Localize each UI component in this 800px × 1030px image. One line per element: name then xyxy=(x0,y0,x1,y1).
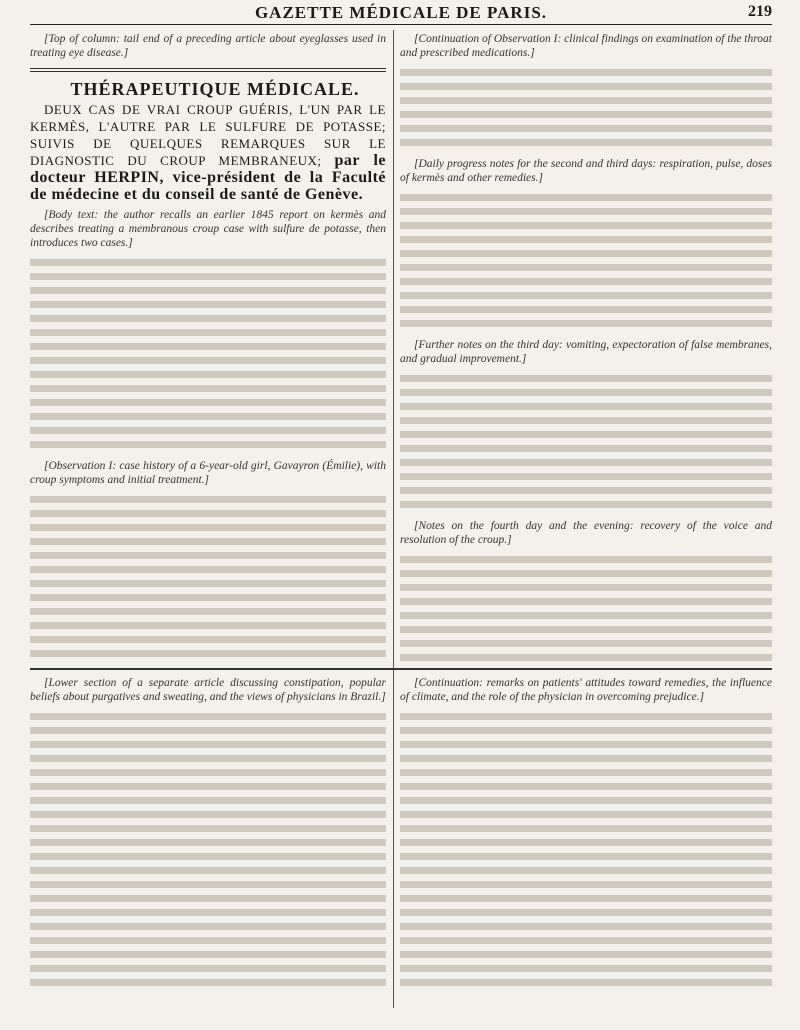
column-summary-4: [Notes on the fourth day and the evening: recovery of the voice and resolution of the croup.] xyxy=(400,520,772,546)
section-heading: THÉRAPEUTIQUE MÉDICALE. xyxy=(70,79,360,99)
text-block xyxy=(30,492,386,660)
text-block xyxy=(400,552,772,664)
text-block xyxy=(400,190,772,330)
case-summary: [Observation I: case history of a 6-year-old girl, Gavayron (Émilie), with croup symptoms and initial treatment.] xyxy=(30,460,386,486)
column-top-left xyxy=(30,32,386,668)
text-block xyxy=(400,65,772,149)
page-header xyxy=(30,2,772,25)
article-byline: par le docteur HERPIN, vice-président de la Faculté de médecine et du conseil de santé de Genève. xyxy=(30,152,387,203)
article-title xyxy=(30,101,386,203)
lower-article-continuation-summary: [Continuation: remarks on patients' attitudes toward remedies, the influence of climate, and the role of the physician in overcoming prejudice.] xyxy=(400,677,772,703)
page-number: 219 xyxy=(748,3,772,20)
preceding-article-summary: [Top of column: tail end of a preceding article about eyeglasses used in treating eye disease.] xyxy=(30,33,386,59)
column-bottom-left xyxy=(30,676,386,997)
column-summary-3: [Further notes on the third day: vomiting, expectoration of false membranes, and gradual improvement.] xyxy=(400,339,772,365)
masthead-title: GAZETTE MÉDICALE DE PARIS. xyxy=(254,3,548,22)
article-title-text: DEUX CAS DE VRAI CROUP GUÉRIS, L'UN PAR LE KERMÈS, L'AUTRE PAR LE SULFURE DE POTASSE; SUIVIS DE QUELQUES REMARQUES SUR LE DIAGNOSTIC DU CROUP MEMBRANEUX; xyxy=(30,102,386,168)
text-block xyxy=(400,371,772,511)
section-rule xyxy=(30,68,386,72)
article-body-summary: [Body text: the author recalls an earlier 1845 report on kermès and describes treating a membranous croup case with sulfure de potasse, then introduces two cases.] xyxy=(30,209,386,249)
column-top-right xyxy=(400,32,772,672)
column-bottom-right xyxy=(400,676,772,997)
text-block xyxy=(400,709,772,989)
column-summary-2: [Daily progress notes for the second and third days: respiration, pulse, doses of kermès and other remedies.] xyxy=(400,158,772,184)
column-divider xyxy=(393,30,394,1008)
lower-article-summary: [Lower section of a separate article discussing constipation, popular beliefs about purgatives and sweating, and the views of physicians in Brazil.] xyxy=(30,677,386,703)
text-block xyxy=(30,709,386,989)
column-summary-1: [Continuation of Observation I: clinical findings on examination of the throat and prescribed medications.] xyxy=(400,33,772,59)
text-block xyxy=(30,255,386,451)
